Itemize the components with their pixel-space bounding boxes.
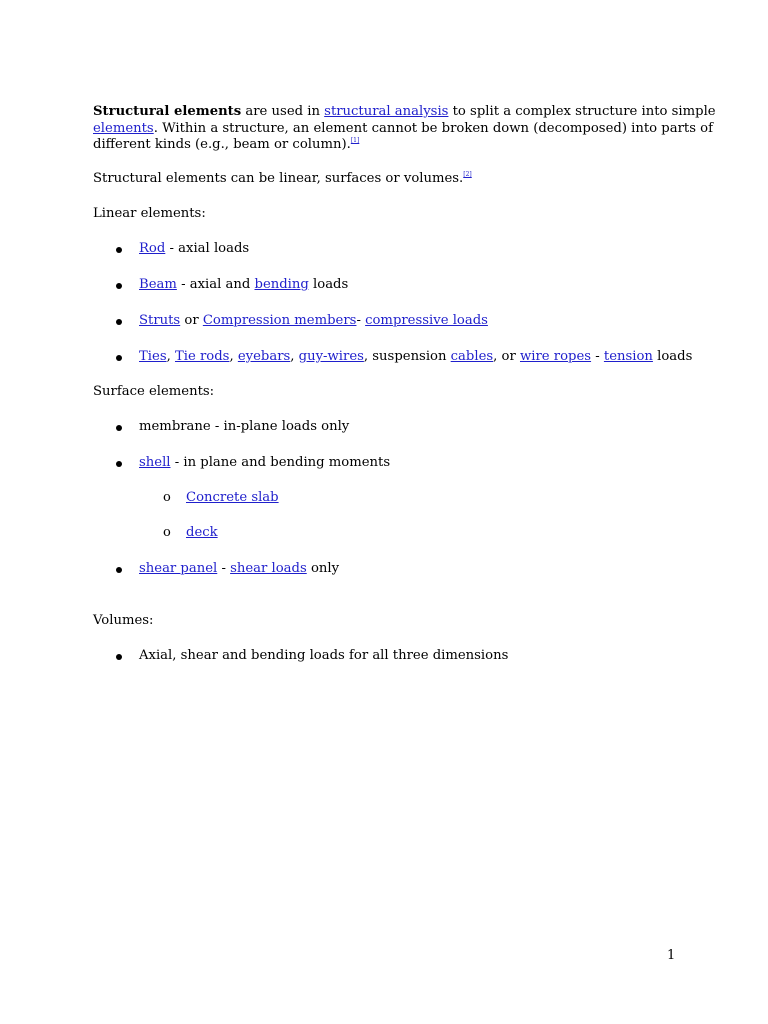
link-beam[interactable]: Beam: [139, 277, 177, 292]
link-rod[interactable]: Rod: [139, 241, 166, 256]
bullet-icon: [116, 319, 122, 325]
list-item-beam: Beam - axial and bending loads: [139, 277, 349, 292]
sub-bullet-icon: o: [163, 490, 171, 505]
bullet-icon: [116, 247, 122, 253]
link-wire-ropes[interactable]: wire ropes: [519, 349, 592, 364]
sub-bullet-icon: o: [163, 525, 171, 540]
intro-line-2: elements. Within a structure, an element cannot be broken down (decomposed) into parts of: [93, 120, 713, 136]
volumes-heading: Volumes:: [93, 613, 154, 628]
link-eyebars[interactable]: eyebars: [237, 349, 291, 364]
reference-1[interactable]: [1]: [350, 137, 360, 145]
list-item-ties: Ties, Tie rods, eyebars, guy-wires, suspension cables, or wire ropes - tension loads: [139, 349, 693, 364]
bullet-icon: [116, 654, 122, 660]
intro-line-1: Structural elements are used in structural analysis to split a complex structure into simple: [93, 104, 716, 119]
list-item-volumes: Axial, shear and bending loads for all three dimensions: [139, 648, 509, 663]
list-item-struts: Struts or Compression members- compressive loads: [139, 313, 488, 328]
intro-paragraph: [93, 104, 716, 154]
bullet-icon: [116, 283, 122, 289]
link-shell[interactable]: shell: [139, 455, 171, 470]
list-item-shell: shell - in plane and bending moments: [139, 455, 391, 470]
link-structural-analysis[interactable]: structural analysis: [324, 104, 449, 119]
list-item-rod: Rod - axial loads: [139, 241, 250, 256]
link-ties[interactable]: Ties: [139, 349, 167, 364]
link-shear-panel[interactable]: shear panel: [139, 561, 218, 576]
link-guy-wires[interactable]: guy-wires: [298, 349, 364, 364]
linear-surface-volumes-paragraph: Structural elements can be linear, surfaces or volumes.[2]: [93, 171, 472, 186]
link-struts[interactable]: Struts: [139, 313, 181, 328]
link-cables[interactable]: cables: [450, 349, 494, 364]
bullet-icon: [116, 355, 122, 361]
link-tension[interactable]: tension: [603, 349, 653, 364]
bullet-icon: [116, 425, 122, 431]
list-item-membrane: membrane - in-plane loads only: [139, 419, 350, 434]
bullet-icon: [116, 461, 122, 467]
reference-2[interactable]: [2]: [463, 171, 472, 178]
link-shear-loads[interactable]: shear loads: [230, 561, 307, 576]
bullet-icon: [116, 567, 122, 573]
linear-elements-heading: Linear elements:: [93, 206, 206, 221]
list-item-shear-panel: shear panel - shear loads only: [139, 561, 340, 576]
link-compressive-loads[interactable]: compressive loads: [365, 313, 488, 328]
link-tie-rods[interactable]: Tie rods: [174, 349, 230, 364]
intro-line-3: different kinds (e.g., beam or column).[1]: [93, 137, 360, 153]
term-structural-elements: Structural elements: [93, 104, 242, 119]
sub-item-deck: [186, 525, 218, 542]
surface-elements-heading: Surface elements:: [93, 384, 215, 399]
sub-item-concrete-slab: [186, 490, 279, 507]
link-compression-members[interactable]: Compression members: [202, 313, 357, 328]
link-bending[interactable]: bending: [254, 277, 309, 292]
link-elements[interactable]: elements: [93, 120, 154, 136]
link-deck[interactable]: deck: [186, 525, 218, 540]
link-concrete-slab[interactable]: Concrete slab: [186, 490, 279, 505]
page-number: 1: [667, 948, 676, 963]
